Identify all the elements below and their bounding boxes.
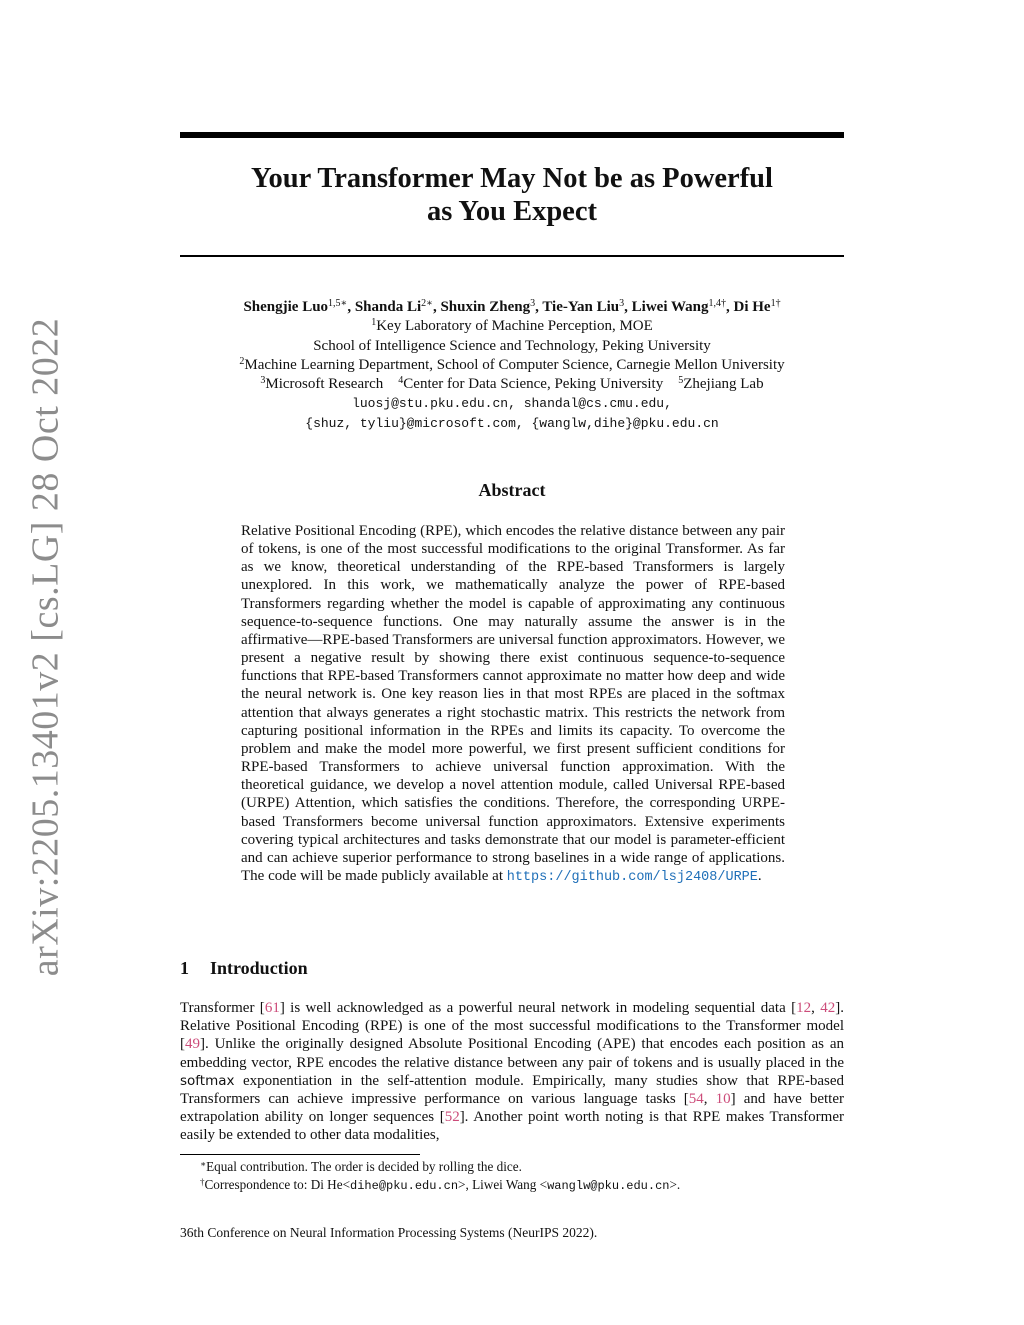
title-rule-top bbox=[180, 132, 844, 138]
venue-note: 36th Conference on Neural Information Processing Systems (NeurIPS 2022). bbox=[180, 1225, 598, 1240]
arxiv-stamp-text: arXiv:2205.13401v2 [cs.LG] 28 Oct 2022 bbox=[24, 317, 66, 977]
footnotes bbox=[180, 1158, 844, 1195]
footnote-2: †Correspondence to: Di He<dihe@pku.edu.cn>, Liwei Wang <wanglw@pku.edu.cn>. bbox=[200, 1177, 681, 1193]
footnote-email-wang: wanglw@pku.edu.cn bbox=[547, 1179, 670, 1193]
emails-line-2: {shuz, tyliu}@microsoft.com, {wanglw,dihe}@pku.edu.cn bbox=[305, 415, 719, 431]
citation-12[interactable]: 12 bbox=[796, 1000, 812, 1016]
paper-title bbox=[180, 162, 844, 228]
abstract-text: Relative Positional Encoding (RPE), which encodes the relative distance between any pair of tokens, is one of the most successful modifications to the original Transformer. As far as we know, theoretical understanding of the RPE-based Transformers is largely unexplored. In this work, we mathematically analyze the power of RPE-based Transformers regarding whether the model is capable of approximating any continuous sequence-to-sequence functions. One may naturally assume the answer is in the affirmative—RPE-based Transformers are universal function approximators. However, we present a negative result by showing there exist continuous sequence-to-sequence functions that RPE-based Transformers cannot approximate no matter how deep and wide the neural network is. One key reason lies in that most RPEs are placed in the softmax attention that always generates a right stochastic matrix. This restricts the network from capturing positional information in the RPEs and limits its capacity. To overcome the problem and make the model more powerful, we first present sufficient conditions for RPE-based Transformers to achieve universal function approximation. With the theoretical guidance, we develop a novel attention module, called Universal RPE-based (URPE) Attention, which satisfies the conditions. Therefore, the corresponding URPE-based Transformers become universal function approximators. Extensive experiments covering typical architectures and tasks demonstrate that our model is parameter-efficient and can achieve superior performance to strong baselines in a wide range of applications. The code will be made publicly available at bbox=[241, 523, 785, 884]
author-liu: Tie-Yan Liu bbox=[542, 299, 620, 315]
footnote-email-he: dihe@pku.edu.cn bbox=[350, 1179, 459, 1193]
author-block bbox=[160, 298, 864, 433]
author-names: Shengjie Luo$^{1,5∗}$, Shanda $Li^{2∗}$, Shuxin Zheng$^3$, Tie-Yan Liu$^3$, Liwei Wang$^{1,4\dagger}$, Di $He^{1\dagger}$ bbox=[243, 298, 781, 315]
affiliation-3-4-5: $^3$Microsoft Research $^4$Center for Data Science, Peking University $^5$Zhejiang Lab bbox=[260, 375, 764, 393]
affiliation-1: $^1$Key Laboratory of Machine Perception, MOE bbox=[371, 317, 653, 335]
section-number: 1 bbox=[180, 958, 189, 978]
author-zheng: Shuxin Zheng bbox=[440, 299, 531, 315]
code-link[interactable]: https://github.com/lsj2408/URPE bbox=[506, 869, 758, 885]
citation-42[interactable]: 42 bbox=[820, 1000, 836, 1016]
section-title: Introduction bbox=[210, 958, 308, 978]
abstract-body: Relative Positional Encoding (RPE), which encodes the relative distance between any pair of tokens, is one of the most successful modifications to the original Transformer. As far as we know, theoretical understanding of the RPE-based Transformers is largely unexplored. In this work, we mathematically analyze the power of RPE-based Transformers regarding whether the model is capable of approximating any continuous sequence-to-sequence functions. One may naturally assume the answer is in the affirmative—RPE-based Transformers are universal function approximators. However, we present a negative result by showing there exist continuous sequence-to-sequence functions that RPE-based Transformers cannot approximate no matter how deep and wide the neural network is. One key reason lies in that most RPEs are placed in the softmax attention that always generates a right stochastic matrix. This restricts the network from capturing positional information in the RPEs and limits its capacity. To overcome the problem and make the model more powerful, we first present sufficient conditions for RPE-based Transformers to achieve universal function approximation. With the theoretical guidance, we develop a novel attention module, called Universal RPE-based (URPE) Attention, which satisfies the conditions. Therefore, the corresponding URPE-based Transformers become universal function approximators. Extensive experiments covering typical architectures and tasks demonstrate that our model is parameter-efficient and can achieve superior performance to strong baselines in a wide range of applications. The code will be made publicly available at https://github.com/lsj2408/URPE. bbox=[241, 523, 785, 885]
section-heading bbox=[180, 958, 844, 979]
citation-54[interactable]: 54 bbox=[688, 1091, 704, 1108]
citation-52[interactable]: 52 bbox=[444, 1109, 460, 1126]
title-line-2: as You Expect bbox=[427, 196, 597, 227]
arxiv-stamp bbox=[24, 317, 66, 977]
softmax-term: softmax bbox=[180, 1072, 235, 1089]
emails-line-1: luosj@stu.pku.edu.cn, shandal@cs.cmu.edu, bbox=[352, 396, 672, 412]
author-he: Di He bbox=[733, 299, 771, 315]
affiliation-1b: School of Intelligence Science and Technology, Peking University bbox=[313, 337, 711, 354]
title-rule-bottom bbox=[180, 255, 844, 257]
footnote-rule bbox=[180, 1154, 420, 1155]
author-luo: Shengjie Luo bbox=[243, 299, 329, 315]
author-li: Shanda Li bbox=[354, 299, 422, 315]
affiliation-2: $^2$Machine Learning Department, School of Computer Science, Carnegie Mellon University bbox=[239, 355, 785, 373]
citation-49[interactable]: 49 bbox=[185, 1036, 200, 1053]
citation-10[interactable]: 10 bbox=[715, 1091, 731, 1108]
title-line-1: Your Transformer May Not be as Powerful bbox=[251, 163, 773, 194]
footnote-1: ∗Equal contribution. The order is decided by rolling the dice. bbox=[200, 1159, 522, 1174]
intro-paragraph: Transformer [61] is well acknowledged as a powerful neural network in modeling sequential data [12, 42]. Relative Positional Encoding (RPE) is one of the most successful modifications to the Transformer model [49]. Unlike the originally designed Absolute Positional Encoding (APE) that encodes each position as an embedding vector, RPE encodes the relative distance between any pair of tokens and is usually placed in the softmax exponentiation in the self-attention module. Empirically, many studies show that RPE-based Transformers can achieve impressive performance on various language tasks [54, 10] and have better extrapolation ability on longer sequences [52]. Another point worth noting is that RPE makes Transformer easily be extended to other data modalities, bbox=[180, 1000, 845, 1144]
citation-61[interactable]: 61 bbox=[264, 1000, 280, 1016]
abstract-heading: Abstract bbox=[478, 480, 546, 500]
author-wang: Liwei Wang bbox=[631, 299, 709, 315]
